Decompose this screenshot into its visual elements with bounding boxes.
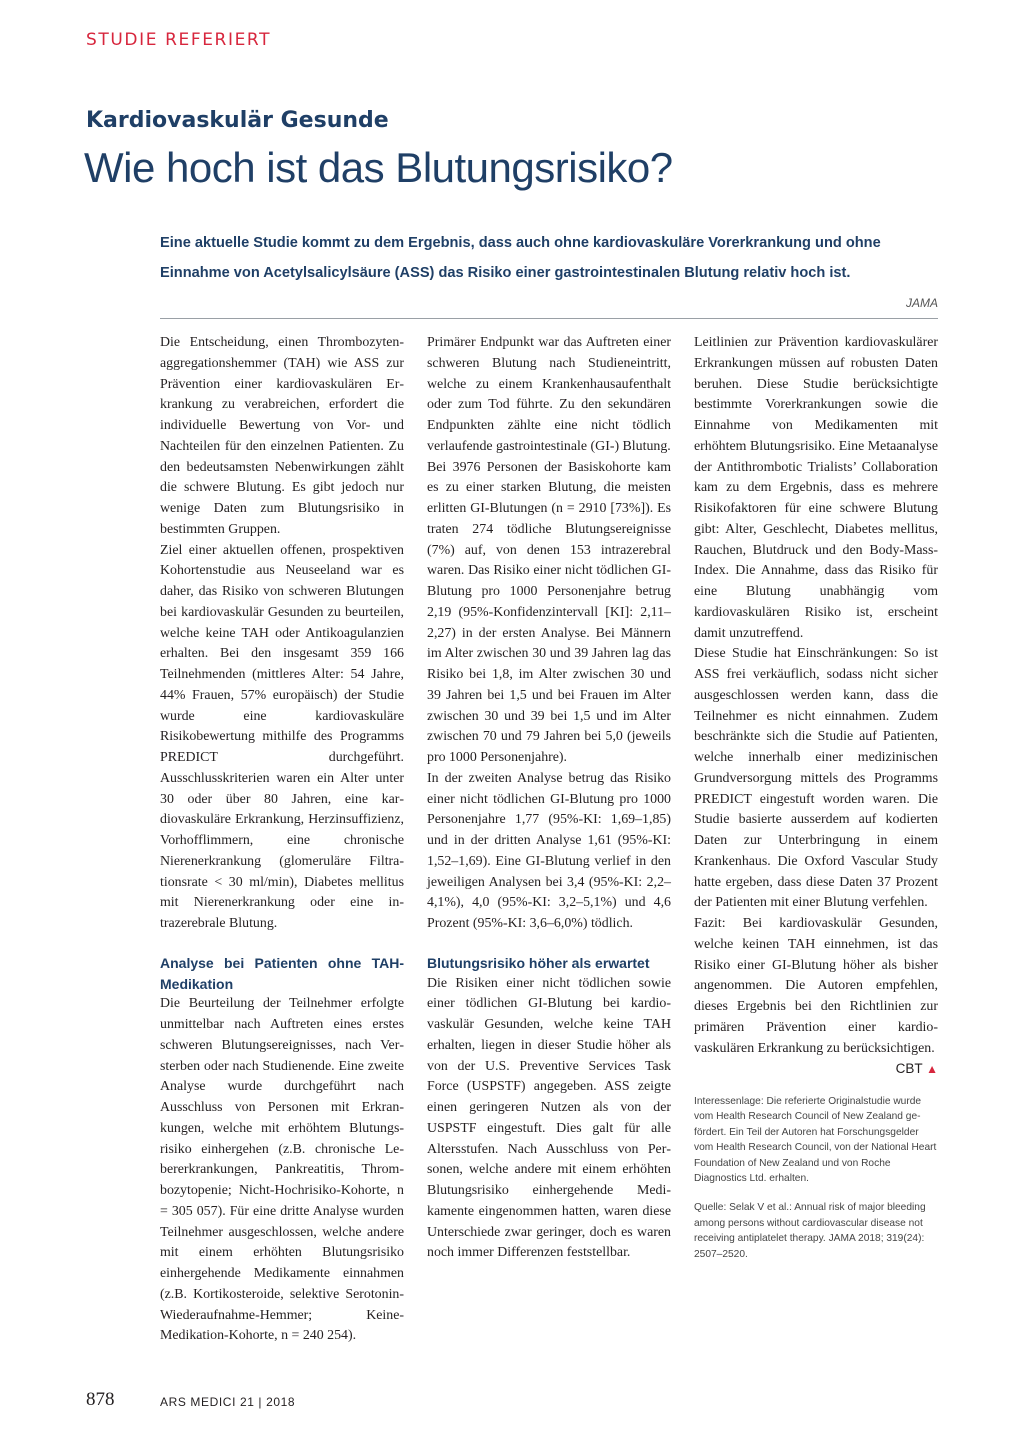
paragraph: Bei 3976 Personen der Basiskohorte kam es zu einer starken Blutung, die meisten erlitten GI-Blutungen (n = 2910 [73%]). Es traten 274 tödliche Blutungsereignisse (7%) auf, von denen 153 intrazerebral waren. Das Risiko einer nicht tödlichen GI-Blutung pro 1000 Personenjahre betrug 2,19 (95%-Konfidenzintervall [KI]: 2,11–2,27) in der ersten Analyse. Bei Männern im Alter zwischen 30 und 39 Jahren lag das Risiko bei 1,8, im Alter zwischen 30 und 39 Jahren bei 1,5 und bei Frauen im Alter zwischen 30 und 39 bei 1,5 und im Alter zwischen 70 und 79 Jahren bei 5,0 (jeweils pro 1000 Personenjahre). [427,459,671,765]
page-number: 878 [86,1389,115,1410]
paragraph: Leitlinien zur Prävention kardiovaskulärer Erkrankungen müssen auf robusten Daten beruhen. Diese Studie berücksichtigte bestimmte Vorerkrankungen sowie die Einnahme von Medikamenten mit erhöhtem Blutungsrisiko. Eine Metaanalyse der Antithrombotic Trialists’ Collaboration kam zu dem Ergebnis, dass es mehrere Risikofaktoren für eine schwere Blutung gibt: Alter, Geschlecht, Diabetes mellitus, Rauchen, Blutdruck und den Body-Mass-Index. Die Annahme, dass das Risiko für eine Blutung unabhängig vom kardiovaskulären Risiko ist, erscheint damit unzutreffend. [694,335,938,641]
end-triangle-icon: ▲ [926,1062,938,1077]
source-tag: JAMA [905,296,938,310]
article-kicker: Kardiovaskulär Gesunde [86,108,389,133]
article-lead: Eine aktuelle Studie kommt zu dem Ergebnis, dass auch ohne kardiovaskuläre Vorerkrankung und ohne Einnahme von Acetylsalicylsäure (ASS) das Risiko einer gastrointestinalen Blutung relativ hoch ist. [160,235,881,281]
text-column-3 [694,333,938,1262]
paragraph: Die Entscheidung, einen Thrombozytenaggregationshemmer (TAH) wie ASS zur Prävention einer kardiovaskulären Erkrankung zu verabreichen, erfordert die individuelle Bewertung von Vor- und Nachteilen für den einzelnen Patienten. Zu den bedeutsamsten Nebenwirkungen zählt die schwere Blutung. Es gibt jedoch nur wenige Daten zum Blutungsrisiko in bestimmten Gruppen. [160,335,404,537]
conflict-of-interest-note: Interessenlage: Die referierte Originalstudie wurde vom Health Research Council of New Zealand gefördert. Ein Teil der Autoren hat Forschungsgelder vom Health Research Council, von der National Heart Foundation of New Zealand und von Roche Diagnostics Ltd. erhalten. [694,1096,937,1185]
paragraph: Primärer Endpunkt war das Auftreten einer schweren Blutung nach Studieneintritt, welche zu einem Krankenhausaufenthalt oder zum Tod führte. Zu den sekundären Endpunkten zählte eine nicht tödlich verlaufende gastrointestinale (GI-) Blutung. [427,335,671,454]
paragraph: Diese Studie hat Einschränkungen: So ist ASS frei verkäuflich, sodass nicht sicher ausgeschlossen werden kann, dass die Teilnehmer es nicht einnahmen. Zudem beschränkte sich die Studie auf Patienten, welche innerhalb einer medizinischen Grundversorgung mittels des Programms PREDICT eingestuft worden waren. Die Studie basierte ausserdem auf kodierten Daten zur Unterbringung in einem Krankenhaus. Die Oxford Vascular Study hatte ergeben, dass diese Daten 37 Prozent der Patienten mit einer Blutung verfehlen. [694,646,938,911]
subheading: Blutungsrisiko höher als erwartet [427,954,650,971]
text-column-1 [160,333,404,1347]
paragraph: Die Beurteilung der Teilnehmer erfolgte unmittelbar nach Auftreten eines erstes schweren Blutungsereignisses, nach Versterben oder nach Studienende. Eine zweite Analyse wurde durchgeführt nach Ausschluss von Personen mit Erkrankungen, welche mit erhöhtem Blutungsrisiko einhergehen (z.B. chronische Lebererkrankungen, Pankreatitis, Thrombozytopenie; Nicht-Hochrisiko-Kohorte, n = 305 057). Für eine dritte Analyse wurden Teilnehmer ausgeschlossen, welche andere mit einem erhöhten Blutungsrisiko einhergehende Medikamente einnahmen (z.B. Kortikosteroide, selektive Serotonin-Wiederaufnahme-Hemmer; Keine-Medikation-Kohorte, n = 240 254). [160,996,404,1344]
paragraph: Ziel einer aktuellen offenen, prospektiven Kohortenstudie aus Neuseeland war es daher, das Risiko von schweren Blutungen bei kardiovaskulär Gesunden zu beurteilen, welche keine TAH oder Antikoagulanzien erhalten. Bei den insgesamt 359 166 Teilnehmenden (mittleres Alter: 54 Jahre, 44% Frauen, 57% europäisch) der Studie wurde eine kardiovaskuläre Risikobewertung mithilfe des Programms PREDICT durchgeführt. Ausschlusskriterien waren ein Alter unter 30 oder über 80 Jahren, eine kardiovaskuläre Erkrankung, Herzinsuffizienz, Vorhofflimmern, eine chronische Nierenerkrankung (glomeruläre Filtrationsrate < 30 ml/min), Diabetes mellitus mit Nierenerkrankung oder eine intrazerebrale Blutung. [160,542,404,931]
journal-footer: ARS MEDICI 21 | 2018 [160,1395,296,1409]
text-column-2 [427,333,671,1264]
author-label: CBT [895,1061,923,1077]
source-note: Quelle: Selak V et al.: Annual risk of major bleeding among persons without cardiovascular disease not receiving antiplatelet therapy. JAMA 2018; 319(24): 2507–2520. [694,1202,926,1260]
lead-divider [160,318,938,319]
paragraph: In der zweiten Analyse betrug das Risiko einer nicht tödlichen GI-Blutung pro 1000 Personenjahre 1,77 (95%-KI: 1,69–1,85) und in der dritten Analyse 1,61 (95%-KI: 1,52–1,69). Eine GI-Blutung verlief in den jeweiligen Analysen bei 3,4 (95%-KI: 2,2–4,1%), 4,0 (95%-KI: 3,2–5,1%) und 4,6 Prozent (95%-KI: 3,6–6,0%) tödlich. [427,770,671,931]
paragraph: Die Risiken einer nicht tödlichen sowie einer tödlichen GI-Blutung bei kardiovaskulär Gesunden, welche keine TAH erhalten, liegen in dieser Studie höher als von der U.S. Preventive Services Task Force (USPSTF) angegeben. ASS zeigte einen geringeren Nutzen als von der USPSTF eingestuft. Dies galt für alle Altersstufen. Nach Ausschluss von Personen, welche andere mit einem erhöhten Blutungsrisiko einhergehende Medikamente eingenommen hatten, waren diese Unterschiede zwar geringer, doch es waren noch immer Differenzen feststellbar. [427,975,671,1261]
article-title: Wie hoch ist das Blutungsrisiko? [84,144,673,191]
author-initials [896,1059,938,1080]
paragraph: Fazit: Bei kardiovaskulär Gesunden, welche keinen TAH einnehmen, ist das Risiko einer GI-Blutung höher als bisher angenommen. Die Autoren empfehlen, dieses Ergebnis bei den Richtlinien zur primären Prävention einer kardiovaskulären Erkrankung zu berücksichtigen. [694,916,938,1056]
author-line [694,1059,938,1080]
section-label: STUDIE REFERIERT [86,30,272,50]
subheading: Analyse bei Patienten ohne TAH-Medikation [160,954,404,992]
